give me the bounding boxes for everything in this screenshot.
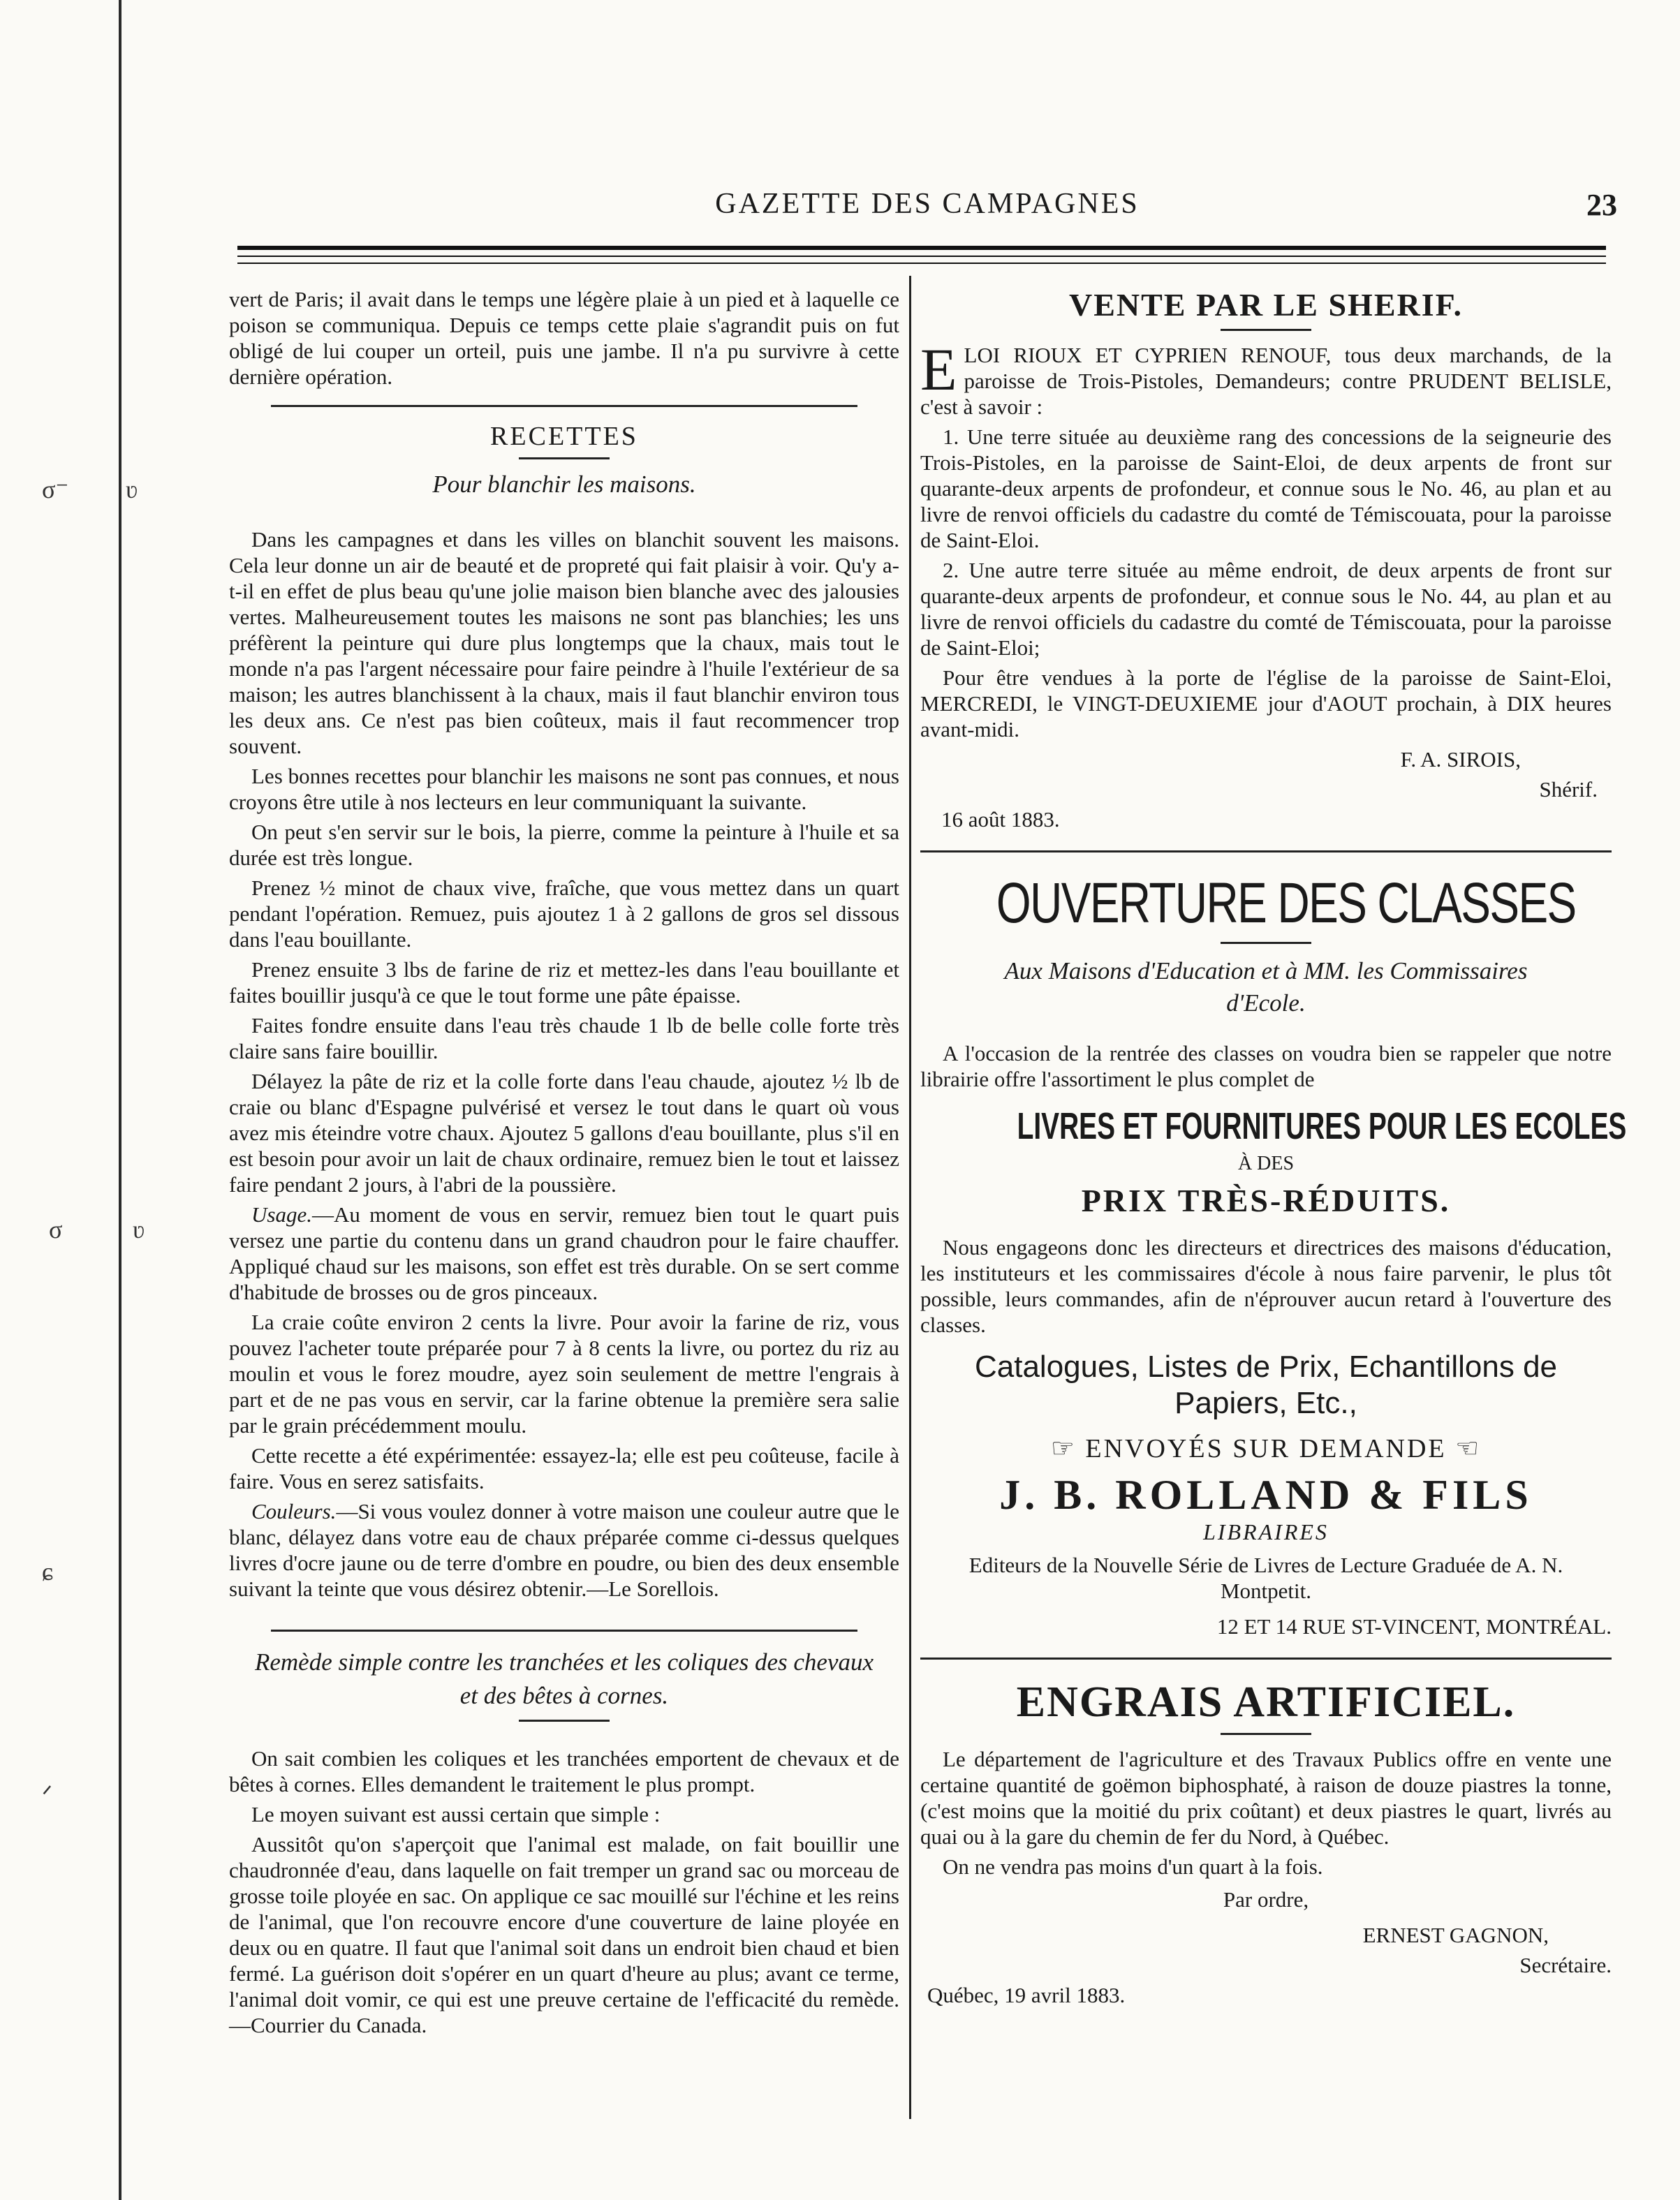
paragraph: La craie coûte environ 2 cents la livre. Pour avoir la farine de riz, vous pouvez l'acheter toute préparée pour 7 à 8 cents la livre, ou portez du riz au moulin et vous le forez moudre, ayez soin seulement de mettre l'engrais à part et de ne pas vous en servir, car la farine obtenue la première sera salie par le grain précédemment moulu. xyxy=(229,1310,899,1438)
margin-mark: σ⁻ xyxy=(42,475,69,503)
left-column xyxy=(229,286,899,2042)
newspaper-title: GAZETTE DES CAMPAGNES xyxy=(715,188,1140,220)
left-margin-marks xyxy=(0,0,145,2200)
margin-mark: ᐟ xyxy=(42,1781,53,1809)
paragraph: Les bonnes recettes pour blanchir les maisons ne sont pas connues, et nous croyons être utile à nos lecteurs en leur communiquant la suivante. xyxy=(229,764,899,814)
margin-mark: σ xyxy=(49,1216,63,1243)
section-rule xyxy=(920,850,1612,852)
ouverture-title: OUVERTURE DES CLASSES xyxy=(996,871,1576,935)
divider xyxy=(519,1720,610,1722)
margin-mark: ɕ xyxy=(42,1558,53,1586)
divider xyxy=(1221,329,1311,331)
section-title: RECETTES xyxy=(490,422,638,451)
usage-label: Usage. xyxy=(251,1202,312,1227)
prix-heading: PRIX TRÈS-RÉDUITS. xyxy=(1081,1183,1451,1218)
livres-heading: LIVRES ET FOURNITURES POUR LES ECOLES xyxy=(1017,1105,1627,1147)
ouverture-subtitle: Aux Maisons d'Education et à MM. les Commissaires d'Ecole. xyxy=(1004,957,1528,1017)
paragraph: Délayez la pâte de riz et la colle forte dans l'eau chaude, ajoutez ½ lb de craie ou blanc d'Espagne pulvérisé et versez le tout dans le quart où vous avez mis éteindre votre chaux. Ajoutez 5 gallons d'eau bouillante, plus s'il en est besoin pour avoir un lait de chaux ordinaire, remuez bien le tout et laissez faire pendant 2 jours, à l'abri de la poussière. xyxy=(229,1069,899,1197)
a-des: À DES xyxy=(1237,1153,1295,1174)
paragraph: A l'occasion de la rentrée des classes on voudra bien se rappeler que notre librairie offre l'assortiment le plus complet de xyxy=(920,1041,1612,1091)
rolland-heading: J. B. ROLLAND & FILS xyxy=(999,1472,1533,1518)
paragraph: Cette recette a été expérimentée: essayez-la; elle est peu coûteuse, facile à faire. Vous en serez satisfaits. xyxy=(229,1443,899,1493)
column-separator xyxy=(909,276,911,2119)
article-continuation: vert de Paris; il avait dans le temps une légère plaie à un pied et à laquelle ce poison se communiqua. Depuis ce temps cette plaie s'agrandit puis on fut obligé de lui couper un orteil, puis une jambe. Il n'a pu survivre à cette dernière opération. xyxy=(229,287,899,389)
divider xyxy=(1221,942,1311,944)
divider xyxy=(1221,1733,1311,1735)
couleurs-label: Couleurs. xyxy=(251,1499,337,1523)
paragraph: Aussitôt qu'on s'aperçoit que l'animal est malade, on fait bouillir une chaudronnée d'eau, dans laquelle on fait tremper un grand sac ou morceau de grosse toile ployée en sac. On applique ce sac mouillé sur l'échine et les reins de l'animal, que l'on recouvre encore d'une couverture de laine ployée en deux ou en quatre. Il faut que l'animal soit dans un endroit bien chaud et bien fermé. La guérison doit s'opérer en un quart d'heure au plus; avant ce terme, l'animal doit vomir, ce qui est une preuve certaine de l'efficacité du remède.—Courrier du Canada. xyxy=(229,1832,899,2037)
editeurs-line: Editeurs de la Nouvelle Série de Livres de Lecture Graduée de A. N. Montpetit. xyxy=(968,1553,1563,1603)
sherif-intro xyxy=(920,336,1612,420)
paragraph: Le département de l'agriculture et des Travaux Publics offre en vente une certaine quantité de goëmon biphosphaté, à raison de douze piastres la tonne, (c'est moins que la moitié du prix coûtant) et deux piastres le quart, livrés au quai ou à la gare du chemin de fer du Nord, à Québec. xyxy=(920,1747,1612,1849)
dropcap: E xyxy=(920,336,957,403)
section-subtitle: Pour blanchir les maisons. xyxy=(432,471,696,498)
libraires-label: LIBRAIRES xyxy=(1203,1519,1329,1544)
paragraph: On peut s'en servir sur le bois, la pierre, comme la peinture à l'huile et sa durée est très longue. xyxy=(229,820,899,870)
paragraph: Le moyen suivant est aussi certain que simple : xyxy=(251,1802,661,1826)
paragraph: On ne vendra pas moins d'un quart à la fois. xyxy=(943,1854,1323,1879)
page-header xyxy=(237,187,1617,229)
sherif-title: VENTE PAR LE SHERIF. xyxy=(1068,287,1463,323)
sherif-intro-text: LOI RIOUX ET CYPRIEN RENOUF, tous deux marchands, de la paroisse de Trois-Pistoles, Demandeurs; contre PRUDENT BELISLE, c'est à savoir : xyxy=(920,343,1612,419)
page-number: 23 xyxy=(1586,188,1617,222)
header-rule-thin xyxy=(237,263,1606,264)
engrais-order: Par ordre, xyxy=(1223,1887,1309,1912)
engrais-date: Québec, 19 avril 1883. xyxy=(927,1983,1126,2007)
paragraph: Prenez ensuite 3 lbs de farine de riz et mettez-les dans l'eau bouillante et faites bouillir jusqu'à ce que le tout forme une pâte épaisse. xyxy=(229,957,899,1007)
catalogues-heading: Catalogues, Listes de Prix, Echantillons de Papiers, Etc., xyxy=(974,1350,1558,1420)
divider xyxy=(519,457,610,459)
paragraph xyxy=(229,1498,899,1602)
margin-mark: ʋ xyxy=(133,1216,145,1243)
page-binding-line xyxy=(119,0,121,2200)
adresse-line: 12 ET 14 RUE ST-VINCENT, MONTRÉAL. xyxy=(1216,1614,1612,1639)
divider xyxy=(271,405,857,407)
header-rule xyxy=(237,246,1606,250)
right-column xyxy=(920,286,1627,2012)
remede-title: Remède simple contre les tranchées et les coliques des chevaux et des bêtes à cornes. xyxy=(254,1648,874,1709)
sherif-signature-name: F. A. SIROIS, xyxy=(1400,747,1521,772)
paragraph: Faites fondre ensuite dans l'eau très chaude 1 lb de belle colle forte très claire sans faire bouillir. xyxy=(229,1013,899,1063)
engrais-signature-role: Secrétaire. xyxy=(1519,1953,1612,1977)
header-rule-thin xyxy=(237,256,1606,257)
divider xyxy=(271,1630,857,1632)
paragraph: On sait combien les coliques et les tranchées emportent de chevaux et de bêtes à cornes. Elles demandent le traitement le plus prompt. xyxy=(229,1746,899,1796)
paragraph: Prenez ½ minot de chaux vive, fraîche, que vous mettez dans un quart pendant l'opération. Remuez, puis ajoutez 1 à 2 gallons de gros sel dissous dans l'eau bouillante. xyxy=(229,876,899,952)
margin-mark: ʋ xyxy=(126,475,138,503)
usage-text: —Au moment de vous en servir, remuez bien tout le quart puis versez une partie du contenu dans un grand chaudron pour le faire chauffer. Appliqué chaud sur les maisons, son effet est très durable. On se sert comme d'habitude de brosses ou de gros pinceaux. xyxy=(229,1202,899,1304)
paragraph: Pour être vendues à la porte de l'église de la paroisse de Saint-Eloi, MERCREDI, le VINGT-DEUXIEME jour d'AOUT prochain, à DIX heures avant-midi. xyxy=(920,665,1612,741)
sherif-date: 16 août 1883. xyxy=(941,807,1060,832)
envoyes-heading: ☞ ENVOYÉS SUR DEMANDE ☜ xyxy=(1050,1434,1482,1463)
paragraph: Nous engageons donc les directeurs et directrices des maisons d'éducation, les instituteurs et les commissaires d'école à nous faire parvenir, le plus tôt possible, leurs commandes, afin de n'éprouver aucun retard à l'ouverture des classes. xyxy=(920,1235,1612,1337)
sherif-signature-role: Shérif. xyxy=(1539,777,1598,802)
couleurs-text: —Si vous voulez donner à votre maison une couleur autre que le blanc, délayez dans votre eau de chaux préparée comme ci-dessus quelques livres d'ocre jaune ou de terre d'ombre en poudre, ou bien des deux ensemble suivant la teinte que vous désirez obtenir.—Le Sorellois. xyxy=(229,1499,899,1601)
paragraph: 1. Une terre située au deuxième rang des concessions de la seigneurie des Trois-Pistoles, en la paroisse de Saint-Eloi, de deux arpents de front sur quarante-deux arpents de profondeur, et connue sous le No. 46, au plan et au livre de renvoi officiels du cadastre du comté de Témiscouata, pour la paroisse de Saint-Eloi. xyxy=(920,425,1612,552)
paragraph xyxy=(229,1202,899,1305)
paragraph: Dans les campagnes et dans les villes on blanchit souvent les maisons. Cela leur donne un air de beauté et de propreté qui fait plaisir à voir. Qu'y a-t-il en effet de plus beau qu'une jolie maison bien blanche avec des jalousies vertes. Malheureusement toutes les maisons ne sont pas blanchies; les uns préfèrent la peinture qui dure plus longtemps que la chaux, mais tout le monde n'a pas l'argent nécessaire pour faire peindre à l'huile l'extérieur de sa maison; les autres blanchissent à la chaux, mais il faut blanchir environ tous les deux ans. Ce n'est pas bien coûteux, mais il faut recommencer trop souvent. xyxy=(229,527,899,758)
section-rule xyxy=(920,1658,1612,1660)
paragraph: 2. Une autre terre située au même endroit, de deux arpents de front sur quarante-deux arpents de profondeur, et connue sous le No. 44, au plan et au livre de renvoi officiels du cadastre du comté de Témiscouata, pour la paroisse de Saint-Eloi; xyxy=(920,558,1612,660)
engrais-signature-name: ERNEST GAGNON, xyxy=(1362,1923,1549,1947)
engrais-title: ENGRAIS ARTIFICIEL. xyxy=(1016,1678,1516,1726)
